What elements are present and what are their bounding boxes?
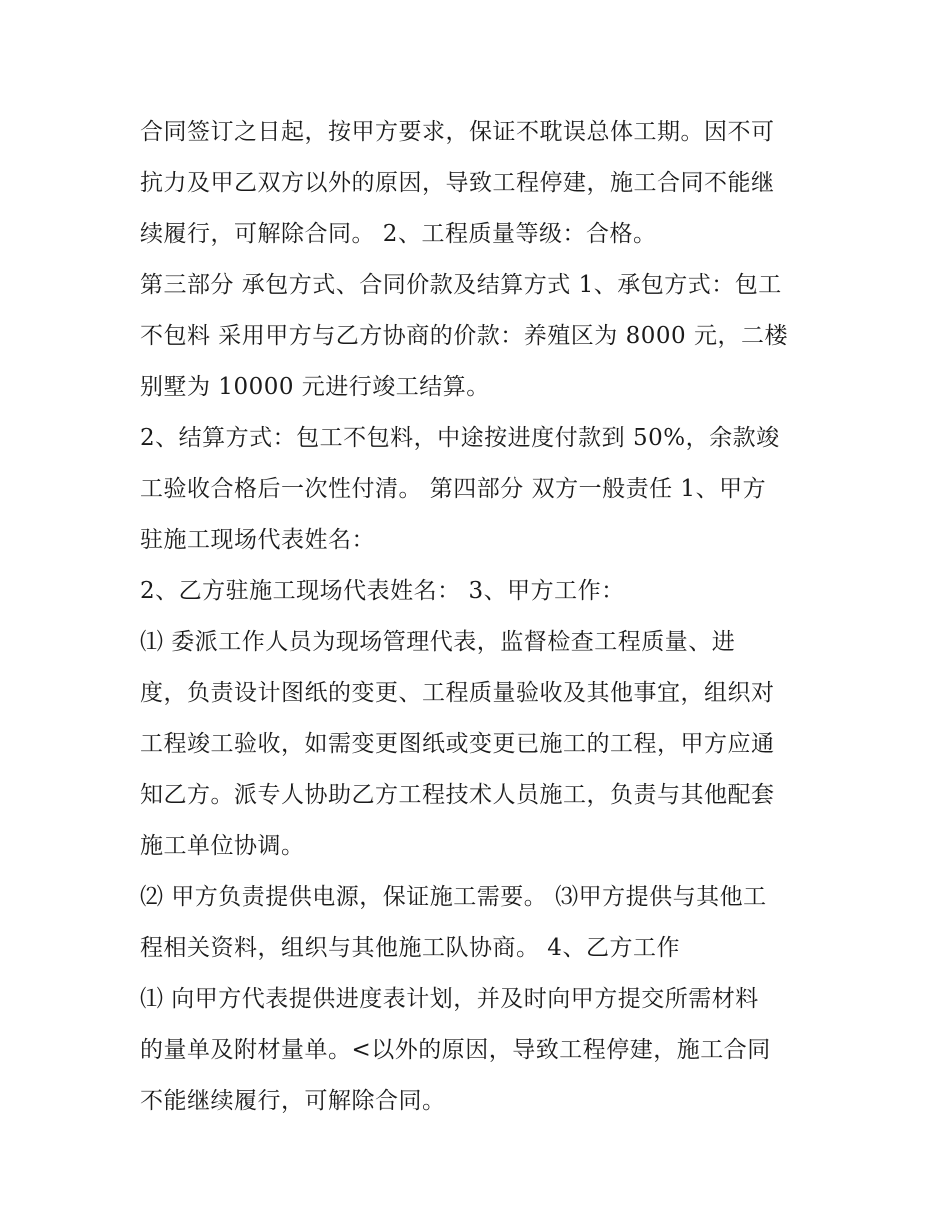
text-line: 不包料 采用甲方与乙方协商的价款：养殖区为 8000 元，二楼 xyxy=(140,323,788,349)
text-line: 2、乙方驻施工现场代表姓名： 3、甲方工作： xyxy=(140,578,625,604)
text-line: 第三部分 承包方式、合同价款及结算方式 1、承包方式：包工 xyxy=(140,272,782,298)
text-line: 工验收合格后一次性付清。 第四部分 双方一般责任 1、甲方 xyxy=(140,476,767,502)
text-line: ⑴ 向甲方代表提供进度表计划，并及时向甲方提交所需材料 xyxy=(140,986,759,1012)
text-line: 合同签订之日起，按甲方要求，保证不耽误总体工期。因不可 xyxy=(140,119,775,145)
text-line: 度，负责设计图纸的变更、工程质量验收及其他事宜，组织对 xyxy=(140,680,775,706)
text-line: 不能继续履行，可解除合同。 xyxy=(140,1088,446,1114)
document-body xyxy=(140,107,820,1127)
text-line: ⑴ 委派工作人员为现场管理代表，监督检查工程质量、进 xyxy=(140,629,736,655)
text-line: 驻施工现场代表姓名： xyxy=(140,527,375,553)
text-line: ⑵ 甲方负责提供电源，保证施工需要。 ⑶甲方提供与其他工 xyxy=(140,884,767,910)
text-line: 施工单位协调。 xyxy=(140,833,305,859)
text-line: 知乙方。派专人协助乙方工程技术人员施工，负责与其他配套 xyxy=(140,782,775,808)
text-line: 抗力及甲乙双方以外的原因，导致工程停建，施工合同不能继 xyxy=(140,170,775,196)
text-line: 2、结算方式：包工不包料，中途按进度付款到 50%，余款竣 xyxy=(140,425,780,451)
text-line: 续履行，可解除合同。 2、工程质量等级：合格。 xyxy=(140,221,657,247)
text-line: 的量单及附材量单。<以外的原因，导致工程停建，施工合同 xyxy=(140,1037,771,1063)
text-line: 程相关资料，组织与其他施工队协商。 4、乙方工作 xyxy=(140,935,680,961)
text-line: 别墅为 10000 元进行竣工结算。 xyxy=(140,374,490,400)
text-line: 工程竣工验收，如需变更图纸或变更已施工的工程，甲方应通 xyxy=(140,731,775,757)
